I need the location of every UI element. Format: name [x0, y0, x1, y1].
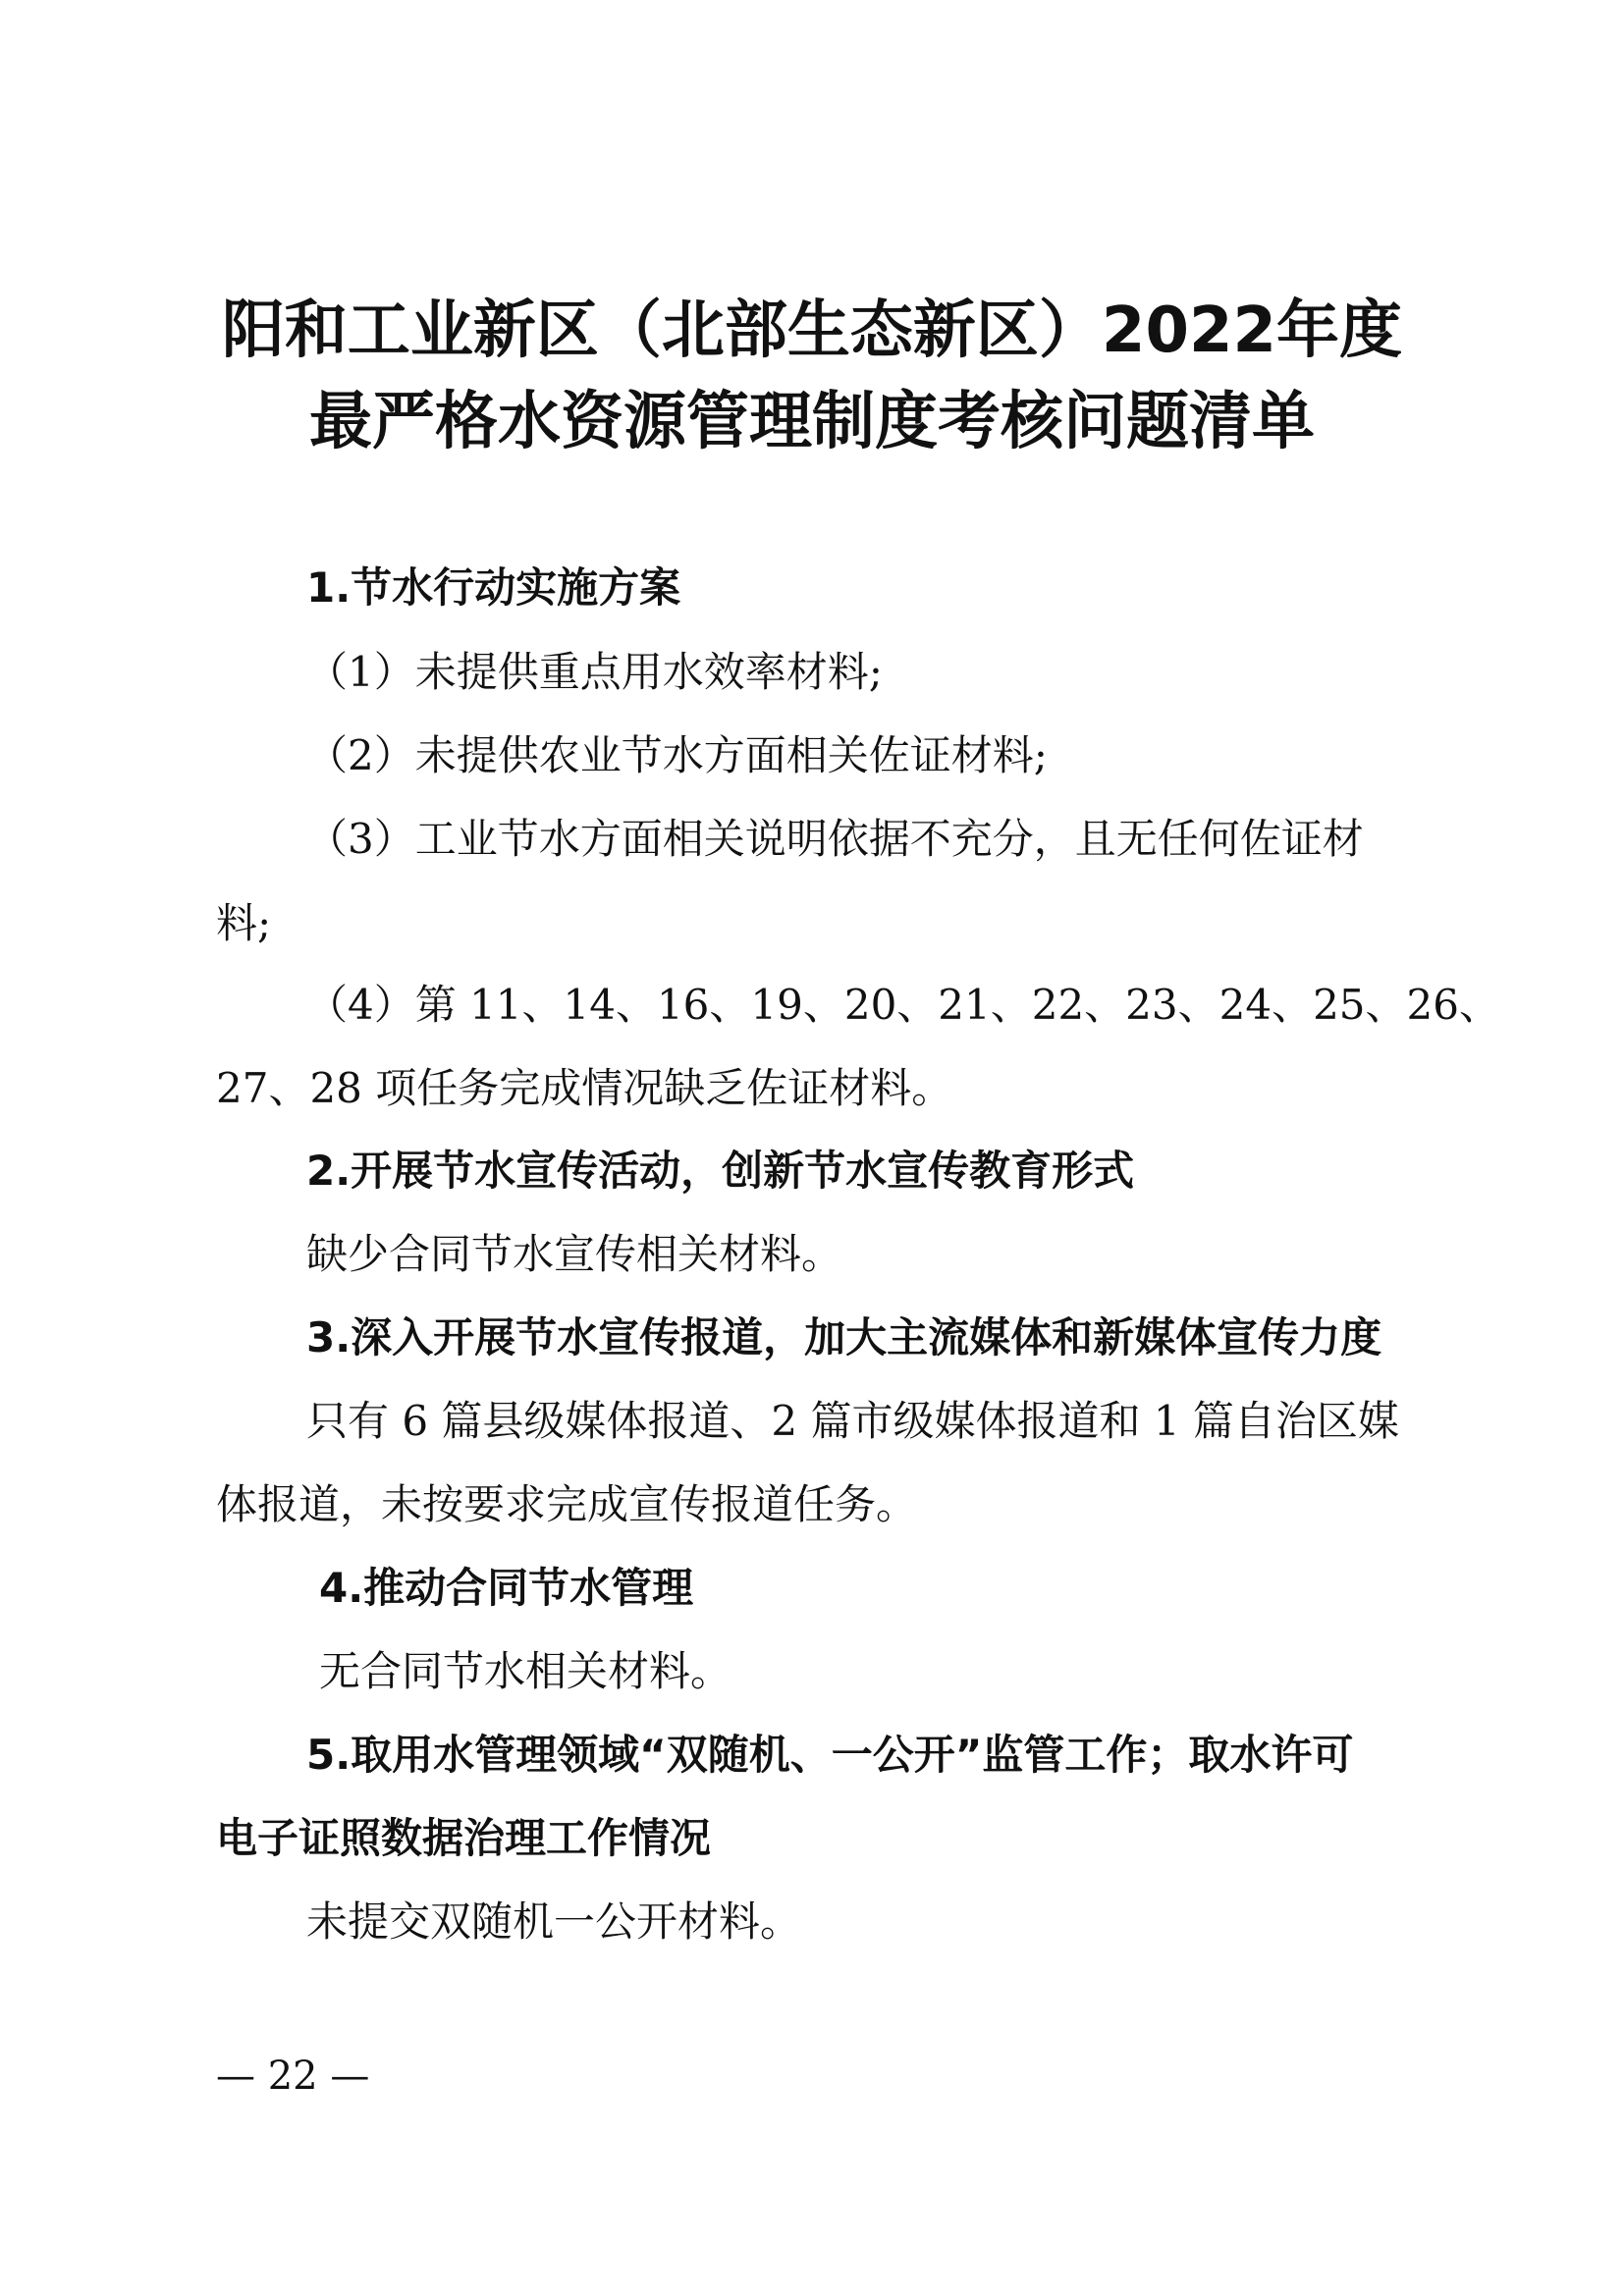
page-number: — 22 —	[216, 2054, 370, 2099]
section-4-body: 无合同节水相关材料。	[319, 1647, 732, 1695]
section-4-heading: 4.推动合同节水管理	[319, 1564, 694, 1612]
section-5-heading-line-1: 5.取用水管理领域“双随机、一公开”监管工作；取水许可	[306, 1731, 1354, 1779]
section-1-item-3-line-2: 料;	[216, 899, 272, 947]
section-1-item-3-line-1: （3）工业节水方面相关说明依据不充分，且无任何佐证材	[306, 815, 1364, 863]
section-1-item-4-line-2: 27、28 项任务完成情况缺乏佐证材料。	[216, 1064, 953, 1112]
section-1-item-1: （1）未提供重点用水效率材料;	[306, 648, 883, 696]
document-title-line-2: 最严格水资源管理制度考核问题清单	[309, 386, 1315, 458]
section-3-heading: 3.深入开展节水宣传报道，加大主流媒体和新媒体宣传力度	[306, 1313, 1382, 1362]
section-5-heading-line-2: 电子证照数据治理工作情况	[216, 1814, 712, 1862]
document-title-line-1: 阳和工业新区（北部生态新区）2022年度	[221, 294, 1403, 367]
section-1-item-2: （2）未提供农业节水方面相关佐证材料;	[306, 731, 1048, 779]
section-1-heading: 1.节水行动实施方案	[306, 563, 681, 612]
section-5-body: 未提交双随机一公开材料。	[306, 1897, 802, 1946]
section-1-item-4-line-1: （4）第 11、14、16、19、20、21、22、23、24、25、26、	[306, 981, 1500, 1029]
section-3-body-line-2: 体报道，未按要求完成宣传报道任务。	[216, 1480, 918, 1528]
section-2-body: 缺少合同节水宣传相关材料。	[306, 1230, 843, 1278]
section-3-body-line-1: 只有 6 篇县级媒体报道、2 篇市级媒体报道和 1 篇自治区媒	[306, 1397, 1399, 1445]
section-2-heading: 2.开展节水宣传活动，创新节水宣传教育形式	[306, 1147, 1135, 1195]
